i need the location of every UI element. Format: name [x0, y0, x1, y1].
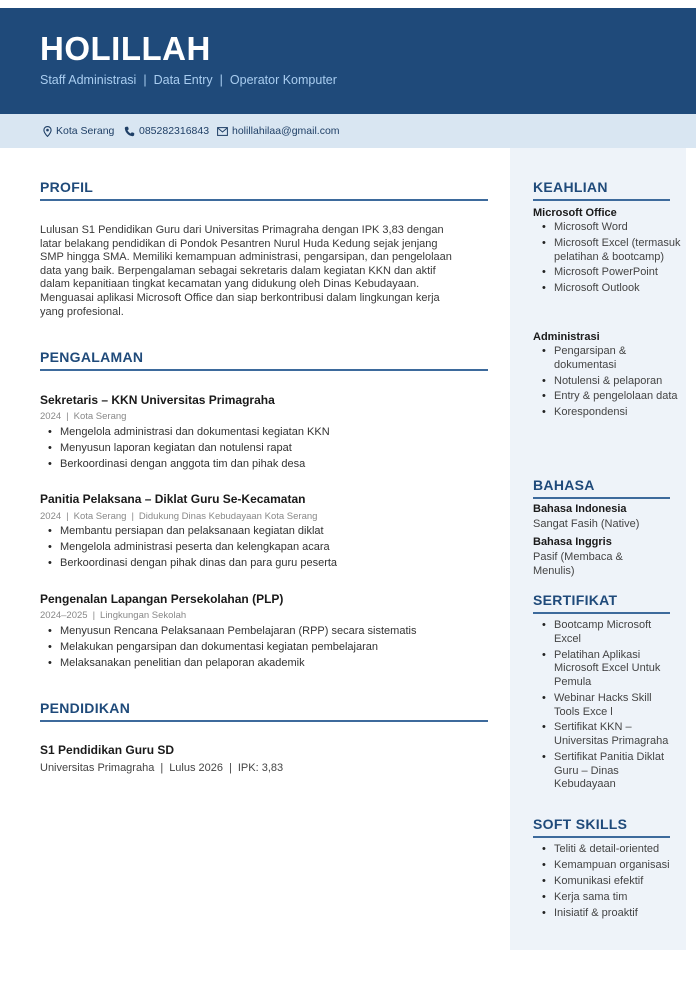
meta-separator: |: [66, 411, 69, 422]
education-school: Universitas Primagraha: [40, 762, 155, 774]
education-degree: S1 Pendidikan Guru SD: [40, 743, 175, 757]
top-margin-strip: [0, 0, 696, 8]
list-item: • Microsoft PowerPoint: [533, 266, 683, 280]
profile-line: dalam kepanitiaan tingkat kecamatan yang didukung oleh Dinas Kebudayaan.: [40, 278, 420, 291]
list-item: • Microsoft Excel (termasuk pelatihan & bootcamp): [533, 237, 683, 264]
job-title: Sekretaris – KKN Universitas Primagraha: [40, 393, 275, 407]
job-meta: [40, 411, 126, 422]
profile-line: latar belakang pendidikan di Pondok Pesantren Nurul Huda Kedung sejak jenjang: [40, 237, 438, 250]
job-meta: [40, 511, 317, 522]
section-divider: [40, 369, 488, 371]
list-item: • Melaksanakan penelitian dan pelaporan akademik: [40, 655, 416, 671]
job-year: 2024–2025: [40, 610, 88, 621]
list-item: • Microsoft Word: [533, 221, 683, 235]
list-item: • Pelatihan Aplikasi Microsoft Excel Untuk Pemula: [533, 649, 679, 690]
role-separator: |: [143, 73, 147, 87]
profile-line: data yang baik. Berpengalaman sebagai sekretaris dalam kegiatan KKN dan aktif: [40, 264, 436, 277]
contact-email[interactable]: [217, 125, 340, 137]
section-title-profile: PROFIL: [40, 179, 94, 195]
email-text: holillahilaa@gmail.com: [232, 125, 340, 137]
job-bullets: [40, 623, 416, 671]
list-item: • Mengelola administrasi peserta dan kelengkapan acara: [40, 539, 337, 555]
profile-line: Menguasai aplikasi Microsoft Office dan siap berkontribusi dalam lingkungan kerja: [40, 291, 440, 304]
list-item: • Berkoordinasi dengan anggota tim dan pihak desa: [40, 456, 330, 472]
candidate-name: HOLILLAH: [40, 30, 211, 67]
profile-line: Lulusan S1 Pendidikan Guru dari Universitas Primagraha dengan IPK 3,83 dengan: [40, 224, 444, 236]
list-item: • Sertifikat KKN – Universitas Primagraha: [533, 721, 679, 748]
role-item: Staff Administrasi: [40, 73, 137, 87]
meta-separator: |: [66, 511, 69, 522]
contact-location: [43, 125, 114, 137]
section-divider: [533, 497, 670, 499]
job-location: Kota Serang: [73, 411, 127, 422]
location-pin-icon: [43, 126, 52, 137]
education-meta: [40, 762, 283, 774]
list-item: • Komunikasi efektif: [533, 875, 683, 889]
section-title-education: PENDIDIKAN: [40, 700, 131, 716]
list-item: • Berkoordinasi dengan pihak dinas dan para guru peserta: [40, 555, 337, 571]
contact-phone[interactable]: [124, 125, 209, 137]
list-item: • Menyusun Rencana Pelaksanaan Pembelajaran (RPP) secara sistematis: [40, 623, 416, 639]
list-item: • Melakukan pengarsipan dan dokumentasi kegiatan pembelajaran: [40, 639, 416, 655]
section-divider: [40, 199, 488, 201]
role-tagline: [40, 73, 337, 87]
list-item: • Kerja sama tim: [533, 891, 683, 905]
role-item: Data Entry: [153, 73, 213, 87]
list-item: • Entry & pengelolaan data: [533, 390, 683, 404]
list-item: • Membantu persiapan dan pelaksanaan kegiatan diklat: [40, 523, 337, 539]
role-item: Operator Komputer: [229, 73, 337, 87]
job-location: Kota Serang: [73, 511, 127, 522]
job-location: Lingkungan Sekolah: [100, 610, 187, 621]
meta-separator: |: [131, 511, 134, 522]
job-bullets: [40, 424, 330, 472]
list-item: • Webinar Hacks Skill Tools Exce l: [533, 692, 679, 719]
education-graduation: Lulus 2026: [169, 762, 224, 774]
section-divider: [533, 199, 670, 201]
section-divider: [533, 836, 670, 838]
meta-separator: |: [229, 762, 232, 774]
profile-summary: [40, 224, 500, 319]
job-meta: [40, 610, 186, 621]
profile-line: SMP hingga SMA. Memiliki kemampuan administrasi, pengarsipan, dan pengelolaan: [40, 251, 452, 264]
list-item: • Korespondensi: [533, 406, 683, 420]
location-text: Kota Serang: [56, 125, 115, 137]
list-item: • Notulensi & pelaporan: [533, 375, 683, 389]
section-divider: [533, 612, 670, 614]
section-title-certificates: SERTIFIKAT: [533, 592, 618, 608]
job-title: Pengenalan Lapangan Persekolahan (PLP): [40, 592, 284, 606]
job-year: 2024: [40, 511, 62, 522]
job-bullets: [40, 523, 337, 571]
meta-separator: |: [92, 610, 96, 621]
list-item: • Sertifikat Panitia Diklat Guru – Dinas Kebudayaan: [533, 751, 679, 792]
meta-separator: |: [160, 762, 164, 774]
list-item: • Microsoft Outlook: [533, 282, 683, 296]
section-title-soft-skills: SOFT SKILLS: [533, 816, 628, 832]
list-item: • Bootcamp Microsoft Excel: [533, 619, 679, 646]
skill-group-title: Microsoft Office: [533, 207, 617, 219]
profile-line: yang profesional.: [40, 305, 124, 318]
language-level: Pasif (Membaca & Menulis): [533, 551, 623, 577]
list-item: • Teliti & detail-oriented: [533, 843, 683, 857]
job-year: 2024: [40, 411, 62, 422]
skill-list: [533, 221, 683, 298]
phone-text: 085282316843: [139, 125, 210, 137]
section-title-languages: BAHASA: [533, 477, 595, 493]
list-item: • Menyusun laporan kegiatan dan notulensi rapat: [40, 440, 330, 456]
language-level: Sangat Fasih (Native): [533, 518, 640, 530]
language-name: Bahasa Inggris: [533, 536, 612, 548]
list-item: • Kemampuan organisasi: [533, 859, 683, 873]
section-divider: [40, 720, 488, 722]
certificate-list: [533, 619, 679, 794]
list-item: • Mengelola administrasi dan dokumentasi kegiatan KKN: [40, 424, 330, 440]
resume-header: [0, 8, 696, 114]
contact-bar: [0, 114, 696, 148]
list-item: • Pengarsipan & dokumentasi: [533, 345, 683, 372]
education-gpa: IPK: 3,83: [237, 762, 284, 774]
skill-list: [533, 345, 683, 422]
email-icon: [217, 127, 228, 136]
list-item: • Inisiatif & proaktif: [533, 907, 683, 921]
section-title-skills: KEAHLIAN: [533, 179, 608, 195]
language-name: Bahasa Indonesia: [533, 503, 627, 515]
job-support: Didukung Dinas Kebudayaan Kota Serang: [138, 511, 318, 522]
phone-icon: [124, 126, 135, 137]
role-separator: |: [219, 73, 223, 87]
section-title-experience: PENGALAMAN: [40, 349, 144, 365]
job-title: Panitia Pelaksana – Diklat Guru Se-Kecamatan: [40, 492, 306, 506]
soft-skill-list: [533, 843, 683, 922]
skill-group-title: Administrasi: [533, 331, 600, 343]
